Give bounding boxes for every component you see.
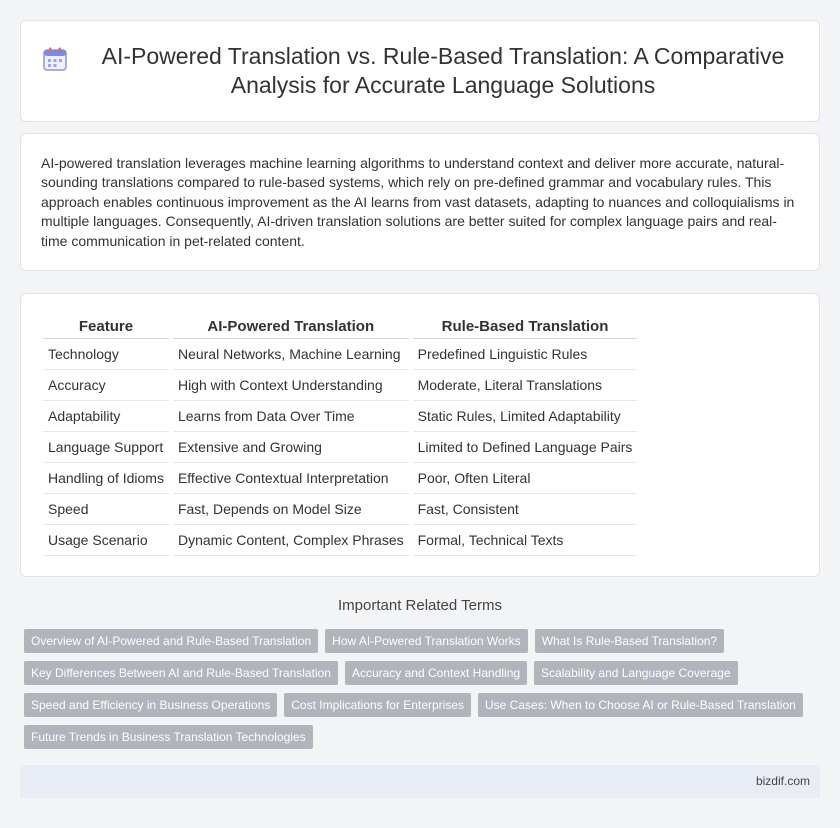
table-cell-ai: Neural Networks, Machine Learning bbox=[171, 338, 411, 369]
table-row bbox=[43, 400, 637, 431]
tag-row bbox=[24, 725, 824, 749]
table-row bbox=[43, 369, 637, 400]
column-header-rule: Rule-Based Translation bbox=[411, 316, 638, 338]
table-cell-rule: Predefined Linguistic Rules bbox=[411, 338, 638, 369]
intro-paragraph: AI-powered translation leverages machine learning algorithms to understand context and deliver more accurate, natural-sounding translations compared to rule-based systems, which rely on pre-defined grammar and vocabulary rules. This approach enables continuous improvement as the AI learns from vast datasets, adapting to nuances and colloquialisms in multiple languages. Consequently, AI-driven translation solutions are better suited for complex language pairs and real-time communication in pet-related content. bbox=[41, 155, 795, 249]
table-header-row bbox=[43, 316, 637, 338]
table-cell-feature: Speed bbox=[43, 493, 171, 524]
related-term-tag[interactable]: Scalability and Language Coverage bbox=[534, 661, 737, 685]
table-row bbox=[43, 493, 637, 524]
table-cell-rule: Poor, Often Literal bbox=[411, 462, 638, 493]
related-term-tag[interactable]: Future Trends in Business Translation Technologies bbox=[24, 725, 313, 749]
table-row bbox=[43, 524, 637, 555]
related-term-tag[interactable]: How AI-Powered Translation Works bbox=[325, 629, 528, 653]
related-term-tag[interactable]: Overview of AI-Powered and Rule-Based Translation bbox=[24, 629, 318, 653]
related-term-tag[interactable]: Use Cases: When to Choose AI or Rule-Based Translation bbox=[478, 693, 803, 717]
related-term-tag[interactable]: What Is Rule-Based Translation? bbox=[535, 629, 724, 653]
table-cell-ai: Learns from Data Over Time bbox=[171, 400, 411, 431]
related-term-tag[interactable]: Accuracy and Context Handling bbox=[345, 661, 527, 685]
tag-row bbox=[24, 693, 824, 717]
table-cell-feature: Handling of Idioms bbox=[43, 462, 171, 493]
table-cell-ai: Fast, Depends on Model Size bbox=[171, 493, 411, 524]
table-cell-ai: Dynamic Content, Complex Phrases bbox=[171, 524, 411, 555]
table-cell-rule: Formal, Technical Texts bbox=[411, 524, 638, 555]
table-cell-rule: Limited to Defined Language Pairs bbox=[411, 431, 638, 462]
footer bbox=[20, 765, 820, 798]
column-header-ai: AI-Powered Translation bbox=[171, 316, 411, 338]
table-cell-feature: Accuracy bbox=[43, 369, 171, 400]
comparison-card bbox=[20, 293, 820, 577]
tag-row bbox=[24, 629, 824, 653]
title-wrap bbox=[21, 21, 819, 121]
comparison-table bbox=[43, 316, 637, 556]
related-terms-list bbox=[24, 629, 824, 757]
title-card bbox=[20, 20, 820, 122]
table-cell-feature: Technology bbox=[43, 338, 171, 369]
related-term-tag[interactable]: Cost Implications for Enterprises bbox=[284, 693, 471, 717]
table-cell-rule: Static Rules, Limited Adaptability bbox=[411, 400, 638, 431]
table-row bbox=[43, 431, 637, 462]
tag-row bbox=[24, 661, 824, 685]
table-cell-feature: Language Support bbox=[43, 431, 171, 462]
footer-site-link[interactable]: bizdif.com bbox=[755, 774, 810, 788]
table-cell-ai: Extensive and Growing bbox=[171, 431, 411, 462]
intro-card bbox=[20, 133, 820, 271]
related-term-tag[interactable]: Key Differences Between AI and Rule-Based Translation bbox=[24, 661, 338, 685]
table-cell-feature: Adaptability bbox=[43, 400, 171, 431]
column-header-feature: Feature bbox=[43, 316, 171, 338]
calendar-icon bbox=[41, 45, 69, 73]
table-cell-ai: Effective Contextual Interpretation bbox=[171, 462, 411, 493]
related-term-tag[interactable]: Speed and Efficiency in Business Operations bbox=[24, 693, 277, 717]
table-cell-rule: Moderate, Literal Translations bbox=[411, 369, 638, 400]
page-title: AI-Powered Translation vs. Rule-Based Translation: A Comparative Analysis for Accurate Language Solutions bbox=[101, 43, 785, 98]
table-row bbox=[43, 338, 637, 369]
related-terms-heading: Important Related Terms bbox=[338, 597, 502, 614]
table-cell-ai: High with Context Understanding bbox=[171, 369, 411, 400]
table-cell-rule: Fast, Consistent bbox=[411, 493, 638, 524]
table-cell-feature: Usage Scenario bbox=[43, 524, 171, 555]
table-row bbox=[43, 462, 637, 493]
